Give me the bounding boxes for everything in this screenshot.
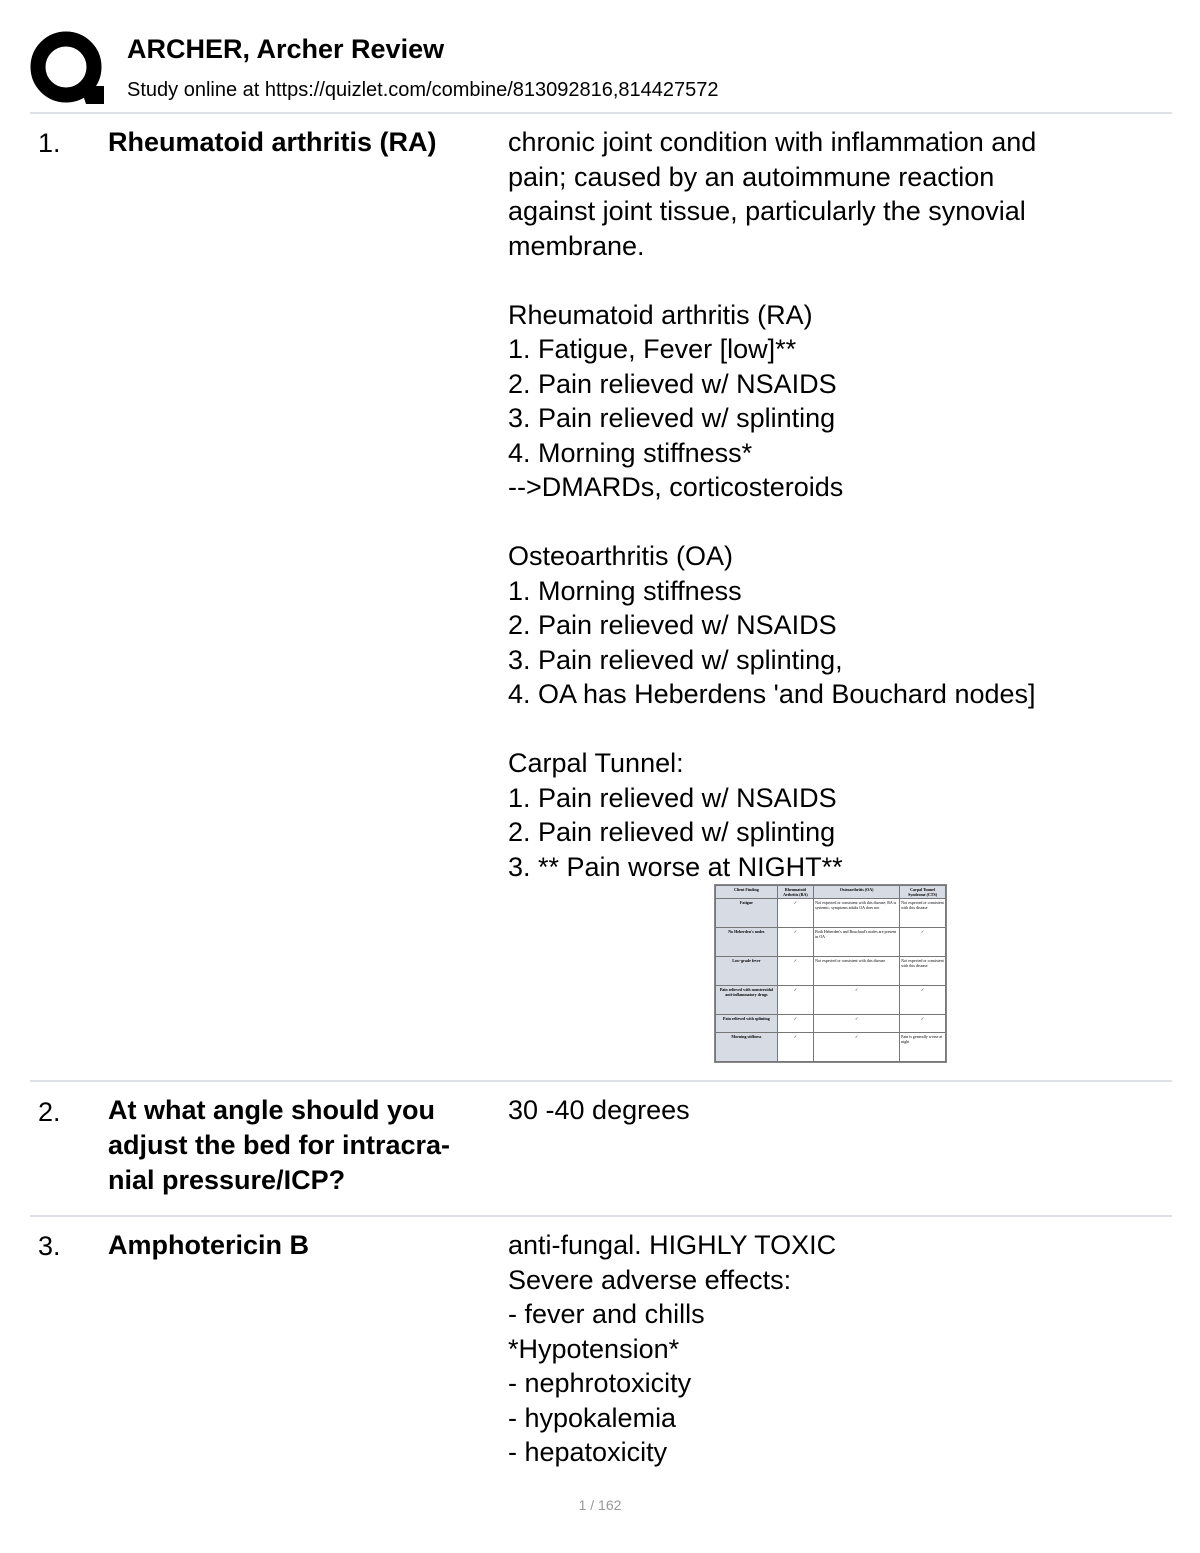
term-question: Amphotericin B <box>108 1230 310 1260</box>
answer-line: 4. Morning stiffness* <box>508 437 753 468</box>
answer-line: 3. Pain relieved w/ splinting, <box>508 644 843 675</box>
answer-line: 1. Pain relieved w/ NSAIDS <box>508 782 837 813</box>
answer-line: - hepatoxicity <box>508 1437 668 1467</box>
answer-line: - hypokalemia <box>508 1402 677 1433</box>
image-table-cell: ✓ <box>777 957 813 986</box>
image-table-header-row <box>716 886 946 899</box>
answer-line: pain; caused by an autoimmune reaction <box>508 161 995 192</box>
answer-line: membrane. <box>508 230 645 261</box>
image-table-cell: Both Heberden's and Bouchard's nodes are present in OA <box>814 928 900 957</box>
answer-line: *Hypotension* <box>508 1333 680 1364</box>
answer-line: 30 -40 degrees <box>508 1095 690 1125</box>
image-table-row-header: No Heberden's nodes <box>716 928 778 957</box>
answer-line: 3. Pain relieved w/ splinting <box>508 403 836 433</box>
image-table-row-header: Pain relieved with splinting <box>716 1015 778 1033</box>
blank-line <box>508 505 1158 540</box>
question-line: At what angle should you <box>108 1095 436 1125</box>
answer-line: Carpal Tunnel: <box>508 748 684 778</box>
answer-line: 2. Pain relieved w/ NSAIDS <box>508 368 837 399</box>
image-table-cell: ✓ <box>777 986 813 1015</box>
blank-line <box>508 263 1158 298</box>
comparison-table-image <box>714 884 947 1063</box>
answer-line: against joint tissue, particularly the synovial <box>508 196 1026 226</box>
term-answer <box>508 1228 1158 1470</box>
answer-line: 2. Pain relieved w/ splinting <box>508 817 836 847</box>
page-indicator: 1 / 162 <box>578 1497 622 1513</box>
answer-line: - fever and chills <box>508 1299 705 1329</box>
answer-line: - nephrotoxicity <box>508 1368 692 1398</box>
image-table-row <box>716 1032 946 1061</box>
divider <box>30 112 1172 114</box>
term-answer <box>508 1093 1158 1128</box>
answer-line: Osteoarthritis (OA) <box>508 541 734 571</box>
blank-line <box>508 712 1158 747</box>
image-table-row-header: Morning stiffness <box>716 1032 778 1061</box>
answer-line: 3. ** Pain worse at NIGHT** <box>508 851 843 882</box>
document-title: ARCHER, Archer Review <box>127 34 445 64</box>
answer-line: 1. Fatigue, Fever [low]** <box>508 334 797 364</box>
image-table-cell: ✓ <box>777 1015 813 1033</box>
study-online-link[interactable]: Study online at https://quizlet.com/combine/813092816,814427572 <box>127 79 719 101</box>
image-table-header-cell: Rheumatoid Arthritis (RA) <box>777 886 813 899</box>
term-question <box>108 1093 503 1198</box>
answer-line: chronic joint condition with inflammation and <box>508 127 1037 157</box>
image-table-cell: ✓ <box>900 986 946 1015</box>
term-answer <box>508 125 1158 884</box>
image-table-cell: Not expected or consistent with this disease <box>900 899 946 928</box>
image-table-header-cell: Carpal Tunnel Syndrome (CTS) <box>900 886 946 899</box>
image-table-cell: Not expected or consistent with this disease <box>814 957 900 986</box>
image-table-header-cell: Osteoarthritis (OA) <box>814 886 900 899</box>
page-header <box>30 28 1172 112</box>
image-table-header-cell: Client Finding <box>716 886 778 899</box>
image-table-row <box>716 986 946 1015</box>
answer-line: 1. Morning stiffness <box>508 575 742 606</box>
term-number: 3. <box>38 1231 61 1261</box>
answer-line: 2. Pain relieved w/ NSAIDS <box>508 610 837 640</box>
image-table-cell: ✓ <box>777 1032 813 1061</box>
image-table-cell: ✓ <box>900 1015 946 1033</box>
image-table-cell: ✓ <box>814 986 900 1015</box>
image-table-row <box>716 928 946 957</box>
image-table-row-header: Pain relieved with nonsteroidal anti-inflammatory drugs <box>716 986 778 1015</box>
answer-line: Severe adverse effects: <box>508 1264 792 1295</box>
image-table-row <box>716 1015 946 1033</box>
question-line: nial pressure/ICP? <box>108 1165 346 1195</box>
image-table-cell: Pain is generally worse at night <box>900 1032 946 1061</box>
answer-line: 4. OA has Heberdens 'and Bouchard nodes] <box>508 679 1036 709</box>
image-table-cell: ✓ <box>814 1032 900 1061</box>
term-number: 1. <box>38 128 61 158</box>
image-table-cell: ✓ <box>777 928 813 957</box>
image-table-row <box>716 957 946 986</box>
image-table-cell: ✓ <box>814 1015 900 1033</box>
answer-line: -->DMARDs, corticosteroids <box>508 472 844 502</box>
image-table-cell: ✓ <box>777 899 813 928</box>
image-table-row-header: Fatigue <box>716 899 778 928</box>
image-table-cell: Not expected or consistent with this disease; RA is systemic; symptoms adults OA does not <box>814 899 900 928</box>
term-number: 2. <box>38 1097 61 1127</box>
image-table-cell: Not expected or consistent with this disease <box>900 957 946 986</box>
divider <box>30 1215 1172 1217</box>
answer-line: Rheumatoid arthritis (RA) <box>508 299 813 330</box>
divider <box>30 1080 1172 1082</box>
image-table-row-header: Low-grade fever <box>716 957 778 986</box>
image-table-cell: ✓ <box>900 928 946 957</box>
answer-line: anti-fungal. HIGHLY TOXIC <box>508 1230 837 1260</box>
image-table-row <box>716 899 946 928</box>
question-line: adjust the bed for intracra- <box>108 1130 451 1160</box>
term-question: Rheumatoid arthritis (RA) <box>108 127 437 157</box>
quizlet-q-logo-icon <box>30 30 106 106</box>
